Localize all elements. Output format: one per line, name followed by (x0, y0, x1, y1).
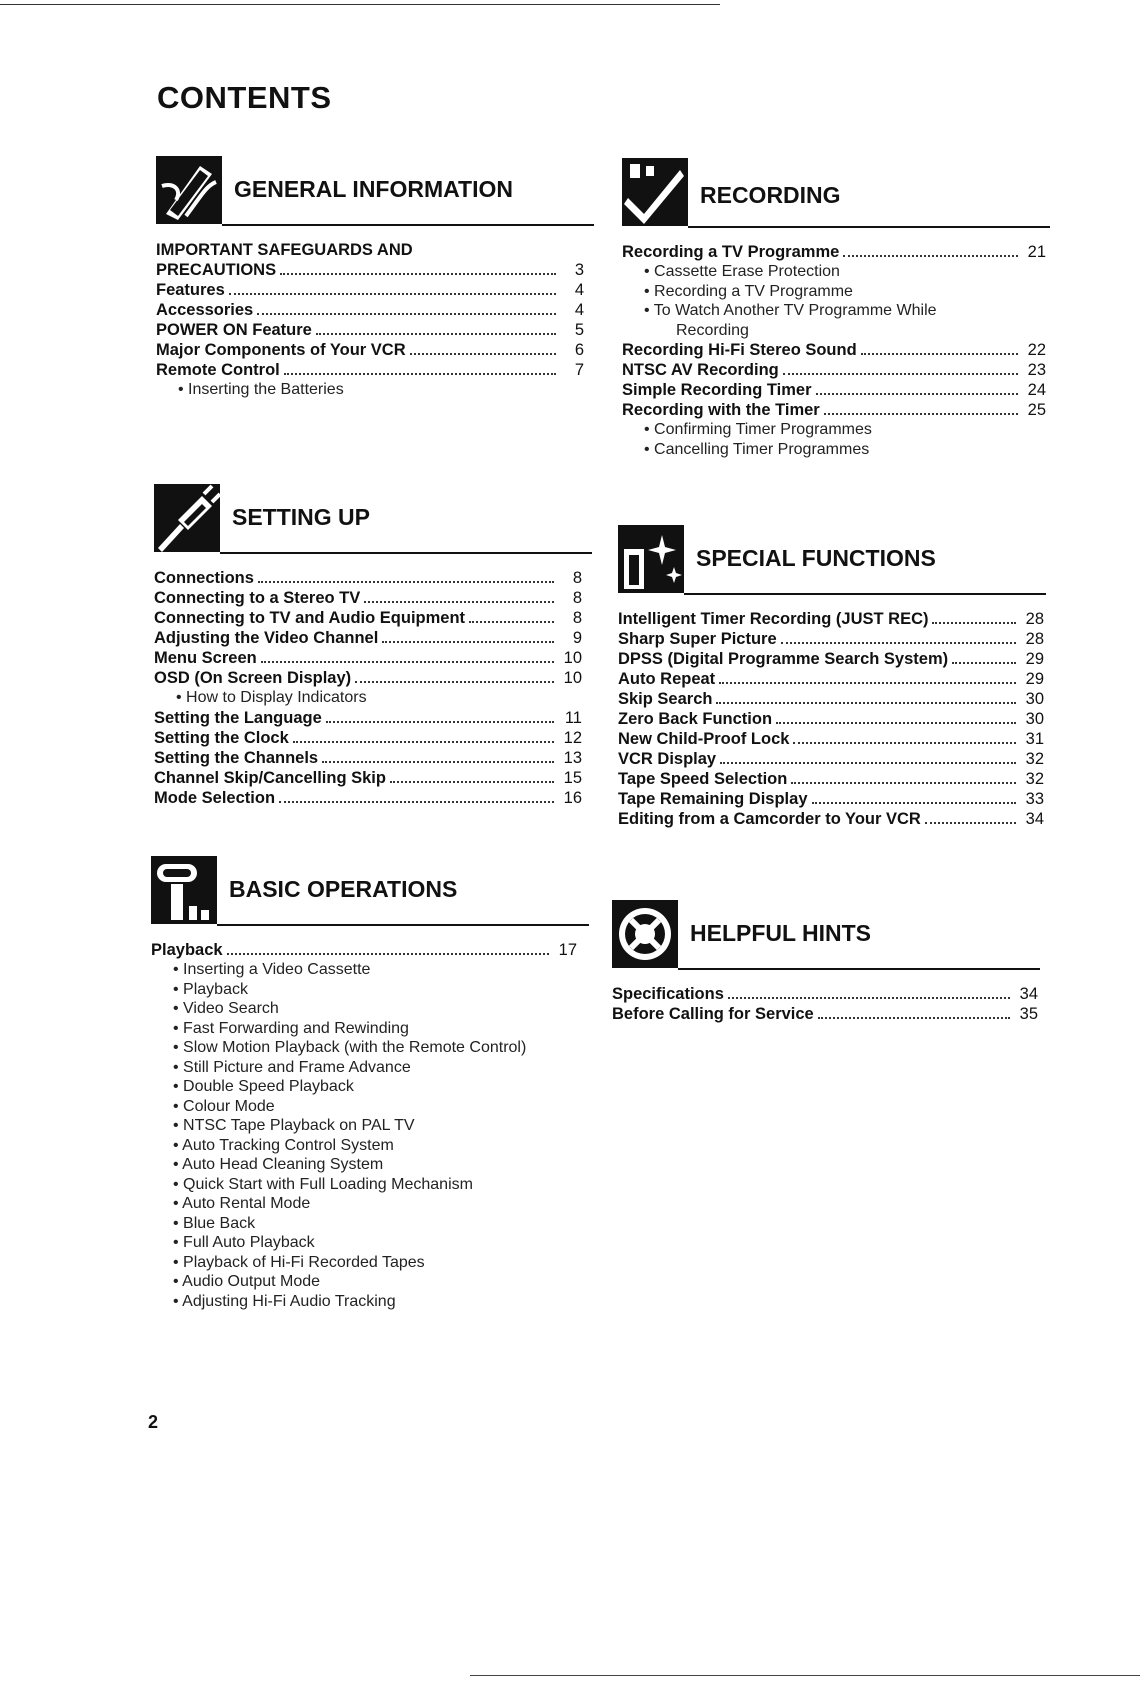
toc-label: Mode Selection (154, 788, 276, 807)
toc-entry[interactable] (622, 400, 1046, 420)
leader-dots (227, 953, 549, 955)
page-title: CONTENTS (157, 80, 332, 115)
leader-dots (843, 255, 1018, 257)
toc-subitem: • Cassette Erase Protection (644, 263, 840, 280)
toc-entry[interactable] (622, 340, 1046, 360)
section-basic-operations (151, 856, 589, 1311)
toc-entry[interactable] (156, 340, 584, 360)
toc-subitem: Recording (676, 321, 749, 339)
toc-label: Connections (154, 569, 254, 587)
section-title: GENERAL INFORMATION (234, 176, 513, 202)
leader-dots (326, 721, 554, 723)
section-setting-up (154, 484, 592, 808)
toc-subitem: • NTSC Tape Playback on PAL TV (173, 1117, 415, 1134)
toc-label: Adjusting the Video Channel (154, 629, 379, 647)
leader-dots (284, 373, 556, 375)
toc-entry[interactable] (612, 984, 1038, 1004)
toc-page: 28 (1025, 630, 1044, 648)
section-title: BASIC OPERATIONS (229, 876, 458, 902)
toc-label: Simple Recording Timer (622, 381, 812, 399)
toc-label: Tape Speed Selection (618, 770, 788, 788)
toc-page: 16 (563, 788, 582, 807)
toc-entry[interactable] (622, 380, 1046, 400)
section-title: SETTING UP (232, 504, 371, 530)
page-number: 2 (148, 1412, 159, 1432)
toc-page: 12 (563, 728, 582, 747)
toc-label: POWER ON Feature (156, 321, 312, 339)
toc-label: Connecting to a Stereo TV (154, 589, 361, 607)
section-recording (622, 158, 1050, 459)
leader-dots (719, 682, 1016, 684)
toc-page: 31 (1025, 730, 1044, 748)
toc-subitem: • To Watch Another TV Programme While (644, 302, 937, 319)
toc-entry[interactable] (151, 940, 577, 960)
checkmark-icon (622, 158, 688, 226)
leader-dots (279, 801, 554, 803)
toc-subitem: • Quick Start with Full Loading Mechanism (173, 1175, 473, 1193)
toc-entry[interactable] (154, 748, 582, 768)
toc-page: 30 (1025, 690, 1044, 708)
toc-label: Recording Hi-Fi Stereo Sound (622, 341, 857, 359)
toc-page: 29 (1025, 670, 1044, 688)
toc-page: 30 (1025, 710, 1044, 728)
leader-dots (793, 742, 1016, 744)
toc-subitem: • Recording a TV Programme (644, 282, 853, 300)
toc-entry[interactable] (154, 568, 582, 588)
toc-entry[interactable] (154, 728, 582, 748)
leader-dots (720, 762, 1016, 764)
section-title: SPECIAL FUNCTIONS (696, 545, 936, 571)
toc-subitem: • Full Auto Playback (173, 1234, 315, 1251)
toc-subitem: • Blue Back (173, 1214, 256, 1232)
leader-dots (316, 333, 556, 335)
leader-dots (258, 581, 554, 583)
toc-label: Editing from a Camcorder to Your VCR (618, 810, 921, 828)
toc-label: Setting the Language (154, 708, 322, 727)
leader-dots (469, 621, 554, 623)
toc-label: Playback (151, 941, 223, 959)
toc-label: Sharp Super Picture (618, 630, 777, 648)
section-title: RECORDING (700, 182, 841, 208)
lifebuoy-icon (612, 900, 678, 968)
section-header (622, 158, 1050, 230)
toc-label: Features (156, 281, 225, 299)
toc-page: 34 (1025, 810, 1044, 828)
toc-label: New Child-Proof Lock (618, 730, 790, 748)
toc-entry[interactable] (156, 320, 584, 340)
toc-page: 7 (574, 361, 584, 379)
section-special-functions (618, 525, 1046, 829)
toc-subitem: • Playback (173, 980, 248, 998)
toc-page: 6 (574, 341, 584, 359)
leader-dots (932, 622, 1016, 624)
toc-entry[interactable] (618, 609, 1044, 629)
toc-entry[interactable] (154, 788, 582, 808)
toc-subitem: • Slow Motion Playback (with the Remote Control) (173, 1039, 527, 1056)
toc-page: 17 (558, 941, 577, 959)
toc-page: 15 (563, 768, 582, 787)
toc-list (151, 940, 577, 1311)
toc-label: Accessories (156, 301, 254, 319)
leader-dots (818, 1017, 1010, 1019)
toc-entry[interactable] (156, 240, 584, 260)
toc-page: 4 (574, 301, 584, 319)
toc-label: Menu Screen (154, 649, 257, 667)
toc-entry[interactable] (154, 628, 582, 648)
toc-subitem: • Inserting the Batteries (178, 381, 344, 398)
toc-subitem: • Cancelling Timer Programmes (644, 440, 870, 458)
section-helpful-hints (612, 900, 1040, 1024)
section-header (156, 156, 594, 228)
bottom-border-line (470, 1675, 1140, 1676)
toc-list (154, 568, 582, 808)
toc-label: NTSC AV Recording (622, 361, 779, 379)
leader-dots (355, 681, 554, 683)
toc-entry[interactable] (154, 708, 582, 728)
toc-subitem: • Auto Rental Mode (173, 1195, 311, 1212)
toc-label: Major Components of Your VCR (156, 341, 406, 359)
leader-dots (716, 702, 1016, 704)
toc-page: 33 (1025, 790, 1044, 808)
toc-page: 13 (563, 748, 582, 767)
leader-dots (952, 662, 1016, 664)
toc-label: IMPORTANT SAFEGUARDS AND (156, 241, 413, 259)
toc-page: 34 (1019, 985, 1038, 1003)
toc-entry[interactable] (618, 709, 1044, 729)
toc-subitem: • Auto Tracking Control System (173, 1136, 394, 1154)
toc-label: Setting the Clock (154, 728, 289, 747)
toc-page: 10 (563, 649, 582, 667)
leader-dots (925, 822, 1016, 824)
section-rule (688, 226, 1050, 228)
toc-entry[interactable] (154, 668, 582, 688)
toc-page: 8 (572, 609, 582, 627)
toc-entry[interactable] (154, 648, 582, 668)
leader-dots (382, 641, 554, 643)
toc-list (622, 242, 1046, 459)
section-header (612, 900, 1040, 972)
leader-dots (816, 393, 1019, 395)
remote-control-icon (151, 856, 217, 924)
toc-label: Connecting to TV and Audio Equipment (154, 609, 466, 627)
toc-entry[interactable] (618, 729, 1044, 749)
toc-subitem: • Confirming Timer Programmes (644, 421, 872, 438)
toc-page: 22 (1027, 341, 1046, 359)
toc-label: DPSS (Digital Programme Search System) (618, 650, 949, 668)
toc-subitem: • Adjusting Hi-Fi Audio Tracking (173, 1292, 396, 1310)
toc-page: 8 (572, 569, 582, 587)
toc-entry[interactable] (154, 768, 582, 788)
toc-label: Setting the Channels (154, 748, 319, 767)
toc-subitem: • Colour Mode (173, 1097, 275, 1115)
section-rule (220, 552, 592, 554)
toc-label: Recording a TV Programme (622, 243, 840, 261)
section-header (151, 856, 589, 928)
toc-page: 21 (1027, 243, 1046, 261)
section-rule (678, 968, 1040, 970)
toc-entry[interactable] (154, 608, 582, 628)
toc-page: 8 (572, 589, 582, 607)
toc-subitem: • Double Speed Playback (173, 1078, 354, 1095)
toc-entry[interactable] (618, 749, 1044, 769)
toc-label: Tape Remaining Display (618, 790, 808, 808)
leader-dots (410, 353, 556, 355)
toc-page: 29 (1025, 650, 1044, 668)
cable-plug-icon (154, 484, 220, 552)
toc-entry[interactable] (622, 242, 1046, 262)
toc-label: Auto Repeat (618, 670, 716, 688)
toc-page: 9 (572, 629, 582, 647)
leader-dots (322, 761, 554, 763)
toc-entry[interactable] (618, 769, 1044, 789)
pen-and-paper-icon (156, 156, 222, 224)
toc-page: 32 (1025, 750, 1044, 768)
top-border-line (0, 4, 720, 5)
leader-dots (261, 661, 554, 663)
section-rule (222, 224, 594, 226)
leader-dots (783, 373, 1018, 375)
toc-entry[interactable] (618, 629, 1044, 649)
sparkle-cassette-icon (618, 525, 684, 593)
section-rule (217, 924, 589, 926)
toc-entry[interactable] (156, 280, 584, 300)
toc-subitem: • Audio Output Mode (173, 1273, 321, 1290)
toc-entry[interactable] (156, 260, 584, 280)
toc-page: 23 (1027, 361, 1046, 379)
leader-dots (728, 997, 1010, 999)
toc-entry[interactable] (618, 789, 1044, 809)
toc-subitem: • Still Picture and Frame Advance (173, 1058, 411, 1076)
toc-page: 32 (1025, 770, 1044, 788)
toc-label: VCR Display (618, 750, 717, 768)
toc-subitem: • Auto Head Cleaning System (173, 1156, 384, 1173)
toc-page: 3 (574, 261, 584, 279)
toc-page: 28 (1025, 610, 1044, 628)
toc-entry[interactable] (156, 300, 584, 320)
toc-label: OSD (On Screen Display) (154, 669, 352, 687)
toc-subitem: • Video Search (173, 1000, 279, 1017)
leader-dots (861, 353, 1018, 355)
toc-label: Before Calling for Service (612, 1005, 814, 1023)
leader-dots (812, 802, 1017, 804)
leader-dots (280, 273, 556, 275)
section-general-information (156, 156, 594, 400)
leader-dots (229, 293, 556, 295)
toc-entry[interactable] (618, 669, 1044, 689)
toc-entry[interactable] (156, 360, 584, 380)
section-header (618, 525, 1046, 597)
leader-dots (791, 782, 1016, 784)
leader-dots (293, 741, 554, 743)
toc-page: 4 (574, 281, 584, 299)
toc-entry[interactable] (612, 1004, 1038, 1024)
toc-label: Remote Control (156, 361, 280, 379)
toc-label: PRECAUTIONS (156, 261, 277, 279)
toc-label: Recording with the Timer (622, 401, 820, 419)
toc-list (156, 240, 584, 400)
toc-label: Zero Back Function (618, 710, 773, 728)
leader-dots (364, 601, 554, 603)
leader-dots (776, 722, 1016, 724)
toc-entry[interactable] (154, 588, 582, 608)
section-title: HELPFUL HINTS (690, 920, 872, 946)
toc-list (618, 609, 1044, 829)
toc-label: Intelligent Timer Recording (JUST REC) (618, 610, 929, 628)
toc-entry[interactable] (618, 689, 1044, 709)
toc-page: 10 (563, 669, 582, 687)
toc-label: Channel Skip/Cancelling Skip (154, 768, 386, 787)
toc-list (612, 984, 1038, 1024)
section-header (154, 484, 592, 556)
toc-subitem: • Playback of Hi-Fi Recorded Tapes (173, 1253, 425, 1271)
leader-dots (257, 313, 556, 315)
toc-label: Skip Search (618, 690, 713, 708)
toc-subitem: • Fast Forwarding and Rewinding (173, 1019, 409, 1037)
leader-dots (781, 642, 1016, 644)
section-rule (684, 593, 1046, 595)
toc-page: 11 (564, 708, 582, 727)
toc-page: 35 (1019, 1005, 1038, 1023)
leader-dots (390, 781, 554, 783)
toc-entry[interactable] (618, 649, 1044, 669)
toc-page: 5 (574, 321, 584, 339)
toc-entry[interactable] (622, 360, 1046, 380)
toc-subitem: • Inserting a Video Cassette (173, 961, 371, 978)
toc-label: Specifications (612, 985, 724, 1003)
toc-page: 24 (1027, 381, 1046, 399)
toc-entry[interactable] (618, 809, 1044, 829)
toc-page: 25 (1027, 401, 1046, 419)
toc-subitem: • How to Display Indicators (176, 689, 367, 706)
leader-dots (824, 413, 1018, 415)
